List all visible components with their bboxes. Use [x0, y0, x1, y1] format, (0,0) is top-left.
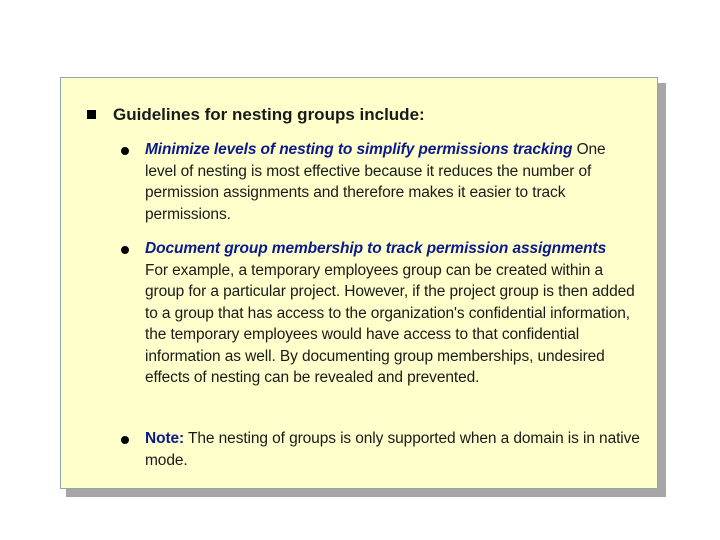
guideline-item-1	[145, 139, 645, 225]
guideline-item-2	[145, 238, 645, 389]
round-bullet-icon	[121, 436, 129, 444]
guideline-item-3	[145, 428, 645, 471]
guideline-item-2-title: Document group membership to track permission assignments	[145, 240, 607, 257]
guideline-item-2-body: For example, a temporary employees group can be created within a group for a particular project. However, if the project group is then added to a group that has access to the organization's confidential information, the temporary employees would have access to that confidential information as well. By documenting group memberships, undesired effects of nesting can be revealed and prevented.	[145, 261, 635, 386]
guideline-item-1-body-start: One	[576, 141, 606, 158]
round-bullet-icon	[121, 147, 129, 155]
note-label: Note:	[145, 430, 185, 447]
note-body: The nesting of groups is only supported when a domain is in native mode.	[145, 430, 640, 469]
round-bullet-icon	[121, 246, 129, 254]
guideline-item-1-title: Minimize levels of nesting to simplify permissions tracking	[145, 141, 573, 158]
square-bullet-icon	[87, 110, 96, 119]
guideline-item-1-first-line	[145, 139, 645, 161]
heading: Guidelines for nesting groups include:	[113, 105, 425, 124]
guideline-item-1-body: level of nesting is most effective because it reduces the number of permission assignments and therefore makes it easier to track permissions.	[145, 162, 592, 223]
